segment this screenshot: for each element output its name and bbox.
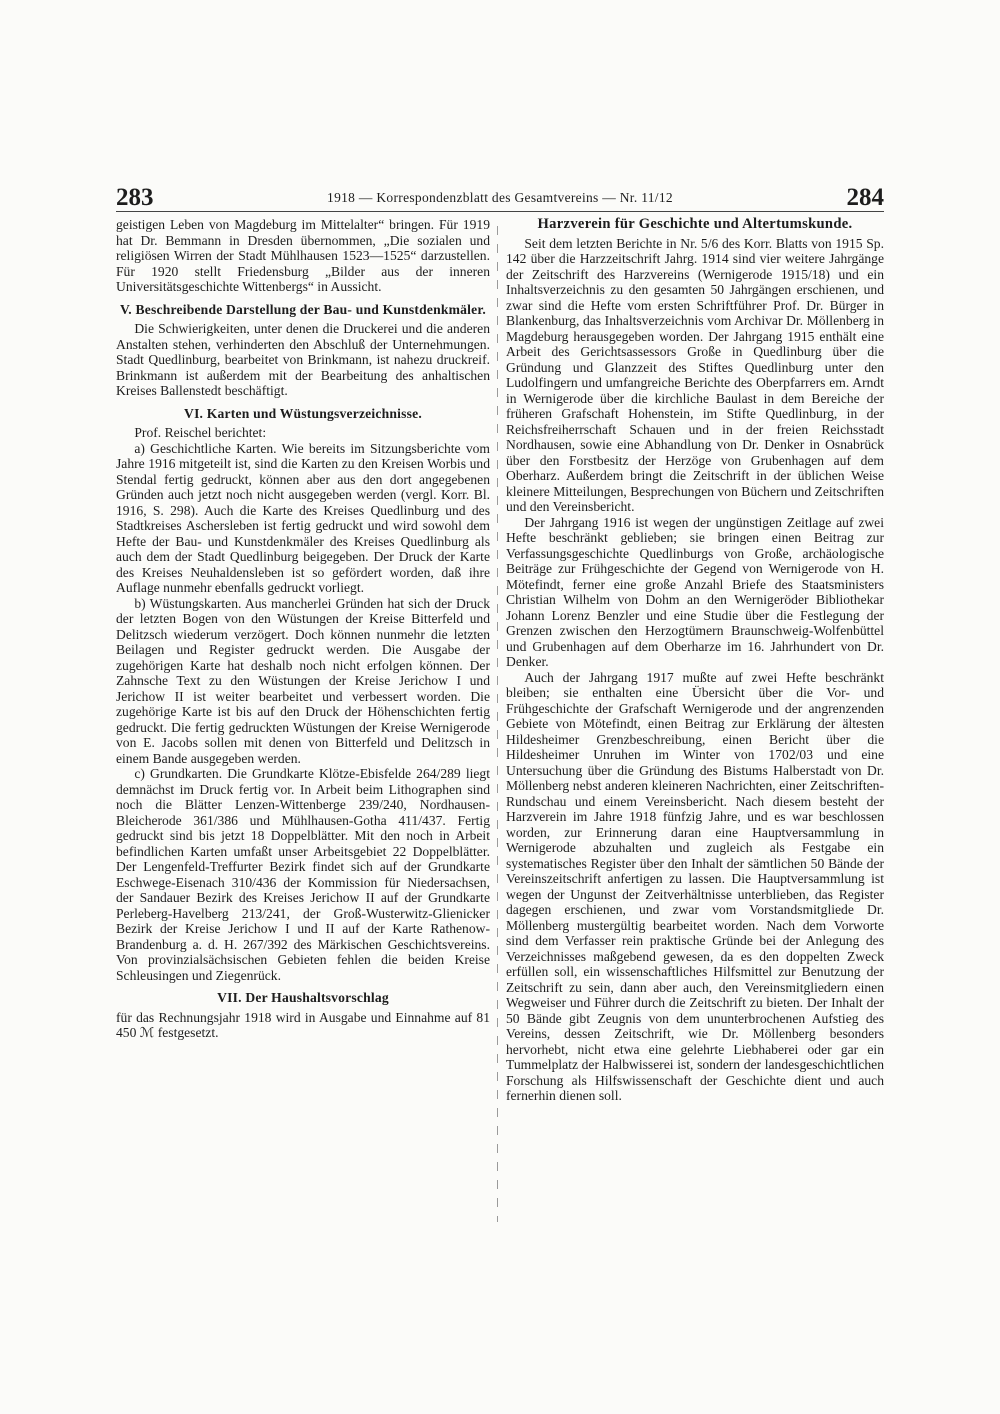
section-heading-vi: VI. Karten und Wüstungsverzeichnisse. [184,405,422,421]
section-heading-vii: VII. Der Haushaltsvorschlag [217,990,389,1005]
running-title: 1918 — Korrespondenzblatt des Gesamtvereins — Nr. 11/12 [327,190,673,205]
paragraph-3: Auch der Jahrgang 1917 mußte auf zwei Hefte beschränkt bleiben; sie enthalten eine Übersicht über die Vor- und Frühgeschichte der Grafschaft Wernigerode und der angrenzenden Gebiete von Mötefindt, einen Beitrag zur Erklärung der ältesten Hildesheimer Grenzbeschreibung, einen Bericht über die Hildesheimer Unruhen im Winter von 1702/03 und eine Untersuchung über die Gründung des Bistums Halberstadt von Dr. Möllenberg nebst anderen kleineren Nachrichten, einer Zeitschriften-Rundschau und einem Vereinsbericht. Nach diesem besteht der Harzverein im Jahre 1918 fünfzig Jahre, und es war beschlossen worden, zur Erinnerung daran eine Hauptversammlung in Wernigerode abzuhalten und zugleich als Festgabe ein systematisches Register über den Inhalt der sämtlichen 50 Bände der Vereinszeitschrift anfertigen zu lassen. Die Hauptversammlung ist wegen der Ungunst der Zeitverhältnisse unterblieben, das Register dagegen erschienen, und zwar vom Vorstandsmitgliede Dr. Möllenberg mustergültig bearbeitet worden. Nach dem Vorworte sind dem Verfasser rein praktische Gründe bei der Anlegung des Verzeichnisses maßgebend gewesen, da es den doppelten Zweck erfüllen soll, ein wissenschaftliches Hilfsmittel zur Benutzung der Zeitschrift zu sein, dann aber auch, den Vereinsmitgliedern einen Wegweiser und Führer durch die Zeitschrift zu bieten. Der Inhalt der 50 Bände gibt Zeugnis von dem ununterbrochenen Aufstieg des Vereins, dessen Zeitschrift, wie Dr. Möllenberg besonders hervorhebt, nicht etwa eine gelehrte Liebhaberei oder gar ein Tummelplatz der Halbwisserei ist, sondern der landesgeschichtlichen Forschung als Hilfswissenschaft der Geschichte dient und auch fernerhin dienen soll. [506,669,884,1103]
paragraph-vi-intro: Prof. Reischel berichtet: [134,425,267,440]
page-number-right: 284 [846,184,884,211]
page-number-left: 283 [116,184,154,211]
section-heading-v: V. Beschreibende Darstellung der Bau- und Kunstdenkmäler. [120,301,486,317]
paragraph-vi-a: a) Geschichtliche Karten. Wie bereits im Sitzungsberichte vom Jahre 1916 mitgeteilt ist, sind die Karten zu den Kreisen Worbis und Stendal fertig gedruckt, können aber aus den dort angegebenen Gründen auch jetzt noch nicht ausgegeben werden (vergl. Korr. Bl. 1916, S. 298). Auch die Karte des Kreises Quedlinburg und des Stadtkreises Aschersleben ist fertig gedruckt und wird sowohl dem Hefte der Bau- und Kunstdenkmäler des Kreises Quedlinburg als auch dem der Stadt Quedlinburg beigegeben. Der Druck der Karte des Kreises Neuhaldensleben ist so gefördert worden, daß ihre Auflage nunmehr ebenfalls gedruckt vorliegt. [116,440,490,595]
header-rule [116,211,884,212]
paragraph-intro: geistigen Leben von Magdeburg im Mittelalter“ bringen. Für 1919 hat Dr. Bemmann in Dresden übernommen, „Die sozialen und religiösen Wirren der Stadt Mühlhausen 1523—1525“ darzustellen. Für 1920 stellt Friedensburg „Bilder aus der inneren Universitätsgeschichte Wittenbergs“ in Aussicht. [116,217,490,294]
page-header [116,184,884,212]
paragraph-vi-c: c) Grundkarten. Die Grundkarte Klötze-Ebisfelde 264/289 liegt demnächst im Druck fertig vor. In Arbeit beim Lithographen sind noch die Blätter Lenzen-Wittenberge 239/240, Nordhausen-Bleicherode 361/386 und Mühlhausen-Gotha 411/437. Fertig gedruckt sind bis jetzt 18 Doppelblätter. Mit den noch in Arbeit befindlichen Karten umfaßt unser Arbeitsgebiet 22 Doppelblätter. Der Lengenfeld-Treffurter Bezirk findet sich auf der Grundkarte Eschwege-Eisenach 310/436 der Kommission für Niedersachsen, der Sandauer Bezirk des Kreises Jerichow II auf der Grundkarte Perleberg-Havelberg 213/241, der Groß-Wusterwitz-Glienicker Bezirk der Kreise Jerichow I und II auf der Karte Rathenow-Brandenburg a. d. H. 267/392 des Märkischen Geschichtsvereins. Von provinzialsächsischen Gebieten fehlen die beiden Kreise Schleusingen und Ziegenrück. [116,766,490,983]
paragraph-vii: für das Rechnungsjahr 1918 wird in Ausgabe und Einnahme auf 81 450 ℳ festgesetzt. [116,1009,490,1040]
article-heading: Harzverein für Geschichte und Altertumskunde. [537,216,853,232]
paragraph-vi-b: b) Wüstungskarten. Aus mancherlei Gründen hat sich der Druck der letzten Bogen von den Wüstungen der Kreise Bitterfeld und Delitzsch wiederum verzögert. Doch können nunmehr die letzten Beilagen und Register gedruckt werden. Die Ausgabe der zugehörigen Karte hat deshalb noch nicht erfolgen können. Der Zahnsche Text zu den Wüstungen der Kreise Jerichow I und Jerichow II ist weiter bearbeitet und verbessert worden. Die zugehörige Karte ist bis auf den Druck der Höhenschichten fertig gedruckt. Die fertig gedruckten Wüstungen der Kreise Wernigerode von E. Jacobs sollen mit denen von Bitterfeld und Delitzsch in einem Bande ausgegeben werden. [116,595,490,766]
paragraph-v: Die Schwierigkeiten, unter denen die Druckerei und die anderen Anstalten stehen, verhinderten den Abschluß der Unternehmungen. Stadt Quedlinburg, bearbeitet von Brinkmann, ist nahezu druckreif. Brinkmann ist außerdem mit der Bearbeitung des anhaltischen Kreises Ballenstedt beschäftigt. [116,321,490,398]
column-divider [497,226,498,1222]
left-column [116,217,490,1041]
paragraph-1: Seit dem letzten Berichte in Nr. 5/6 des Korr. Blatts von 1915 Sp. 142 über die Harzzeitschrift Jahrg. 1914 sind vier weitere Jahrgänge der Zeitschrift des Harzvereins (Wernigerode 1915/18) und ein Inhaltsverzeichnis zu den gesamten 50 Jahrgängen erschienen, und zwar sind die Hefte vom ersten Schriftführer Prof. Dr. Bürger in Blankenburg, das Inhaltsverzeichnis vom Archivar Dr. Möllenberg in Magdeburg herausgegeben worden. Der Jahrgang 1915 enthält eine Arbeit des Gerichtsassessors Große in Quedlinburg über die Gründung und Glanzzeit des Stiftes Quedlinburg unter den Ludolfingern und umfangreiche Berichte des Oberpfarrers em. Arndt in Wernigerode über die kirchliche Baulast in dem Bereiche der früheren Grafschaft Hohenstein, im Stifte Quedlinburg, in der Reichsfreiherrschaft Schauen und in der freien Reichsstadt Nordhausen, sowie eine Abhandlung von Dr. Denker in Osnabrück über den Forstbesitz der Herzöge von Grubenhagen auf dem Oberharz. Außerdem bringt die Zeitschrift in der üblichen Weise kleinere Mitteilungen, Besprechungen von Büchern und Zeitschriften und den Vereinsbericht. [506,235,884,514]
paragraph-2: Der Jahrgang 1916 ist wegen der ungünstigen Zeitlage auf zwei Hefte beschränkt geblieben; sie bringen einen Beitrag zur Verfassungsgeschichte Quedlinburgs von Große, archäologische Beiträge zur Frühgeschichte der Gegend von Wernigerode von H. Mötefindt, ferner eine große Anzahl Briefe des Staatsministers Christian Wilhelm von Dohm an den Wernigeröder Bibliothekar Johann Lorenz Benzler und eine Studie über die Festlegung der Grenzen zwischen den Herzogtümern Braunschweig-Wolfenbüttel und Grubenhagen auf dem Oberharze im 16. Jahrhundert von Dr. Denker. [506,514,884,669]
right-column [506,217,884,1104]
